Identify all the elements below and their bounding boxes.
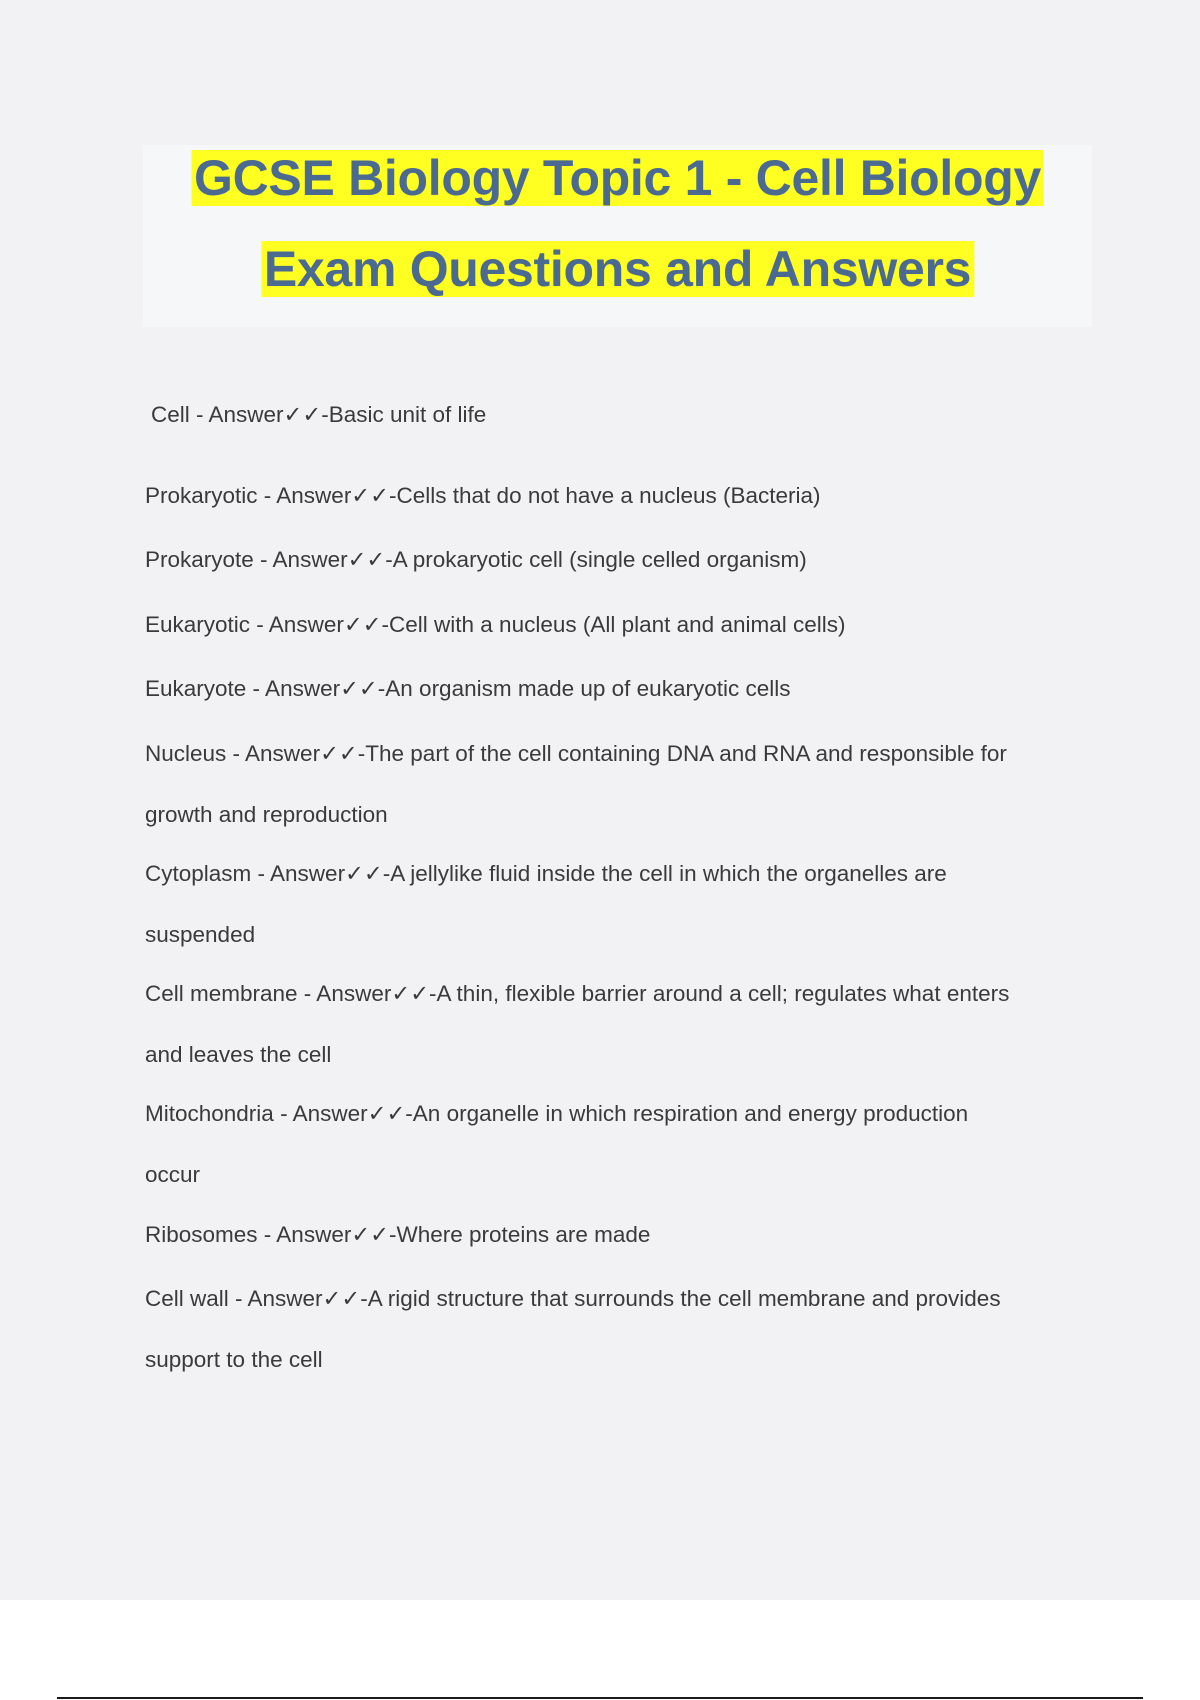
document-title-line-1: GCSE Biology Topic 1 - Cell Biology [191,150,1044,206]
title-box [143,145,1092,327]
qa-entry-line: and leaves the cell [145,1042,332,1067]
qa-entry-eukaryotic [145,594,1095,655]
qa-entry-line: Eukaryote - Answer✓✓-An organism made up of eukaryotic cells [145,676,791,701]
document-title-line-2: Exam Questions and Answers [261,241,974,297]
qa-entry-cell-membrane [145,963,1095,1085]
footer-divider [57,1697,1143,1699]
qa-entry-prokaryotic [145,465,1095,526]
qa-entry-line: Cytoplasm - Answer✓✓-A jellylike fluid inside the cell in which the organelles are [145,861,947,886]
qa-entry-line: Cell membrane - Answer✓✓-A thin, flexible barrier around a cell; regulates what enters [145,981,1010,1006]
qa-entry-line: Mitochondria - Answer✓✓-An organelle in which respiration and energy production [145,1101,969,1126]
qa-entry-line: Cell wall - Answer✓✓-A rigid structure that surrounds the cell membrane and provides [145,1286,1001,1311]
qa-entry-line: support to the cell [145,1347,323,1372]
qa-entry-prokaryote [145,529,1095,590]
qa-entry-mitochondria [145,1083,1095,1205]
qa-entry-line: growth and reproduction [145,802,388,827]
qa-entry-cell-wall [145,1268,1095,1390]
qa-entry-cell [151,384,1101,445]
qa-entry-line: Nucleus - Answer✓✓-The part of the cell containing DNA and RNA and responsible for [145,741,1007,766]
qa-entry-line: Prokaryotic - Answer✓✓-Cells that do not have a nucleus (Bacteria) [145,483,821,508]
qa-entry-line: occur [145,1162,201,1187]
qa-entry-eukaryote [145,658,1095,719]
qa-entry-line: Ribosomes - Answer✓✓-Where proteins are made [145,1222,651,1247]
qa-entry-ribosomes [145,1204,1095,1265]
qa-entry-line: Eukaryotic - Answer✓✓-Cell with a nucleus (All plant and animal cells) [145,612,846,637]
qa-entry-line: suspended [145,922,256,947]
qa-entry-cytoplasm [145,843,1095,965]
qa-entry-nucleus [145,723,1095,845]
qa-entry-line: Prokaryote - Answer✓✓-A prokaryotic cell (single celled organism) [145,547,807,572]
qa-entry-line: Cell - Answer✓✓-Basic unit of life [151,402,487,427]
